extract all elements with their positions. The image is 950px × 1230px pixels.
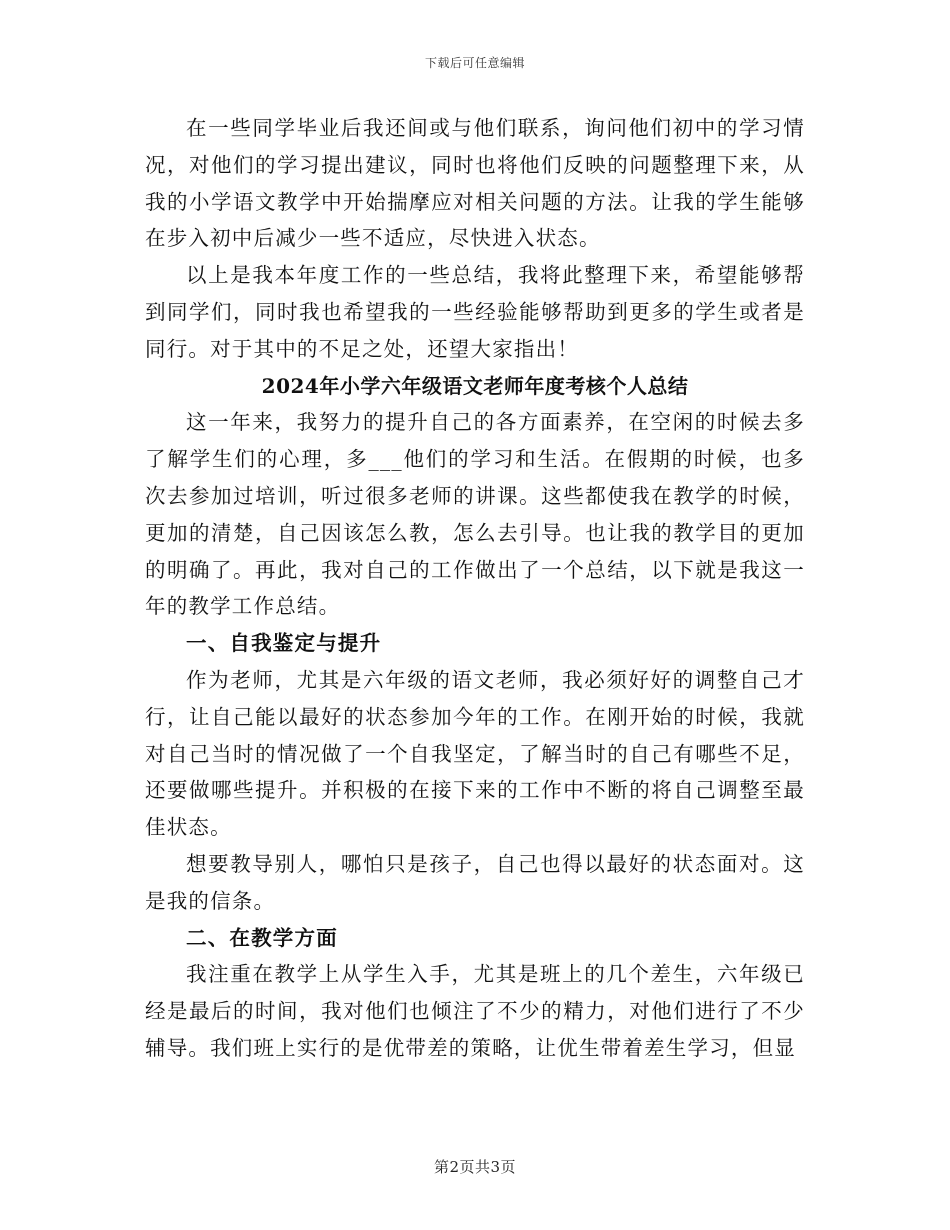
section-heading: 一、自我鉴定与提升: [186, 631, 382, 656]
paragraph: 作为老师，尤其是六年级的语文老师，我必须好好的调整自己才行，让自己能以最好的状态参加今年的工作。在刚开始的时候，我就对自己当时的情况做了一个自我坚定，了解当时的自己有哪些不足，还要做哪些提升。并积极的在接下来的工作中不断的将自己调整至最佳状态。: [145, 667, 805, 840]
document-title: 2024年小学六年级语文老师年度考核个人总结: [261, 373, 689, 398]
page-number: 第2页共3页: [433, 1158, 517, 1176]
document-body: [145, 110, 805, 1067]
header-note: 下载后可任意编辑: [424, 56, 525, 70]
paragraph: 以上是我本年度工作的一些总结，我将此整理下来，希望能够帮到同学们，同时我也希望我的一些经验能够帮助到更多的学生或者是同行。对于其中的不足之处，还望大家指出！: [145, 263, 805, 361]
section-heading: 二、在教学方面: [186, 925, 338, 950]
paragraph: 在一些同学毕业后我还间或与他们联系，询问他们初中的学习情况，对他们的学习提出建议，同时也将他们反映的问题整理下来，从我的小学语文教学中开始揣摩应对相关问题的方法。让我的学生能够在步入初中后减少一些不适应，尽快进入状态。: [145, 116, 805, 251]
paragraph: 想要教导别人，哪怕只是孩子，自己也得以最好的状态面对。这是我的信条。: [145, 851, 805, 913]
paragraph: 我注重在教学上从学生入手，尤其是班上的几个差生，六年级已经是最后的时间，我对他们也倾注了不少的精力，对他们进行了不少辅导。我们班上实行的是优带差的策略，让优生带着差生学习，但显: [145, 962, 805, 1060]
intro-paragraph: 这一年来，我努力的提升自己的各方面素养，在空闲的时候去多了解学生们的心理，多___他们的学习和生活。在假期的时候，也多次去参加过培训，听过很多老师的讲课。这些都使我在教学的时候，更加的清楚，自己因该怎么教，怎么去引导。也让我的教学目的更加的明确了。再此，我对自己的工作做出了一个总结，以下就是我这一年的教学工作总结。: [145, 410, 805, 619]
